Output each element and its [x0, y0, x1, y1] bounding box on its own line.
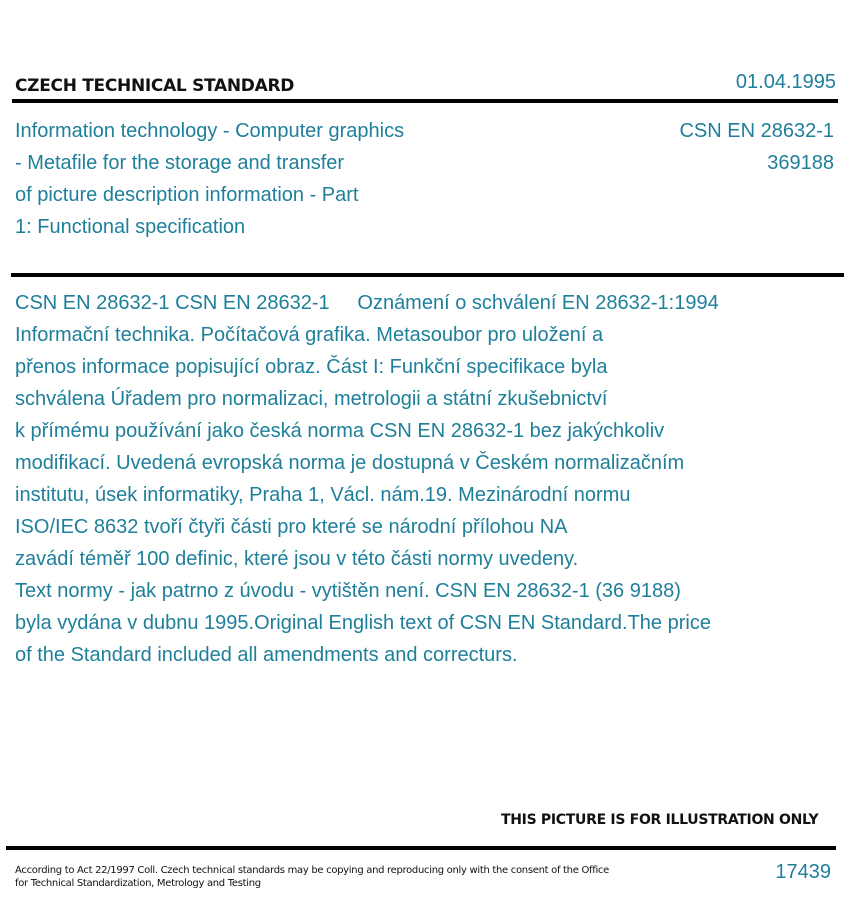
footer-divider — [6, 846, 836, 850]
body-line: byla vydána v dubnu 1995.Original English text of CSN EN Standard.The price — [15, 612, 711, 634]
document-type-label: CZECH TECHNICAL STANDARD — [15, 76, 295, 96]
title-line: - Metafile for the storage and transfer — [15, 152, 345, 174]
standard-title — [15, 115, 485, 243]
footnote-line: According to Act 22/1997 Coll. Czech technical standards may be copying and reproducing only with the consent of the Office — [15, 865, 609, 876]
publication-date: 01.04.1995 — [735, 71, 836, 93]
title-line: Information technology - Computer graphics — [15, 120, 405, 142]
body-line: schválena Úřadem pro normalizaci, metrologii a státní zkušebnictví — [15, 388, 608, 410]
approval-notice — [15, 287, 835, 671]
title-divider — [11, 273, 844, 277]
body-line: ISO/IEC 8632 tvoří čtyři části pro které se národní přílohou NA — [15, 516, 568, 538]
document-id-number: 17439 — [775, 861, 831, 883]
body-line: institutu, úsek informatiky, Praha 1, Václ. nám.19. Mezinárodní normu — [15, 484, 631, 506]
footnote-line: for Technical Standardization, Metrology and Testing — [15, 878, 261, 889]
title-line: of picture description information - Part — [15, 184, 359, 206]
body-line: zavádí téměř 100 definic, které jsou v této části normy uvedeny. — [15, 548, 579, 570]
legal-footnote — [15, 864, 609, 890]
body-line: Informační technika. Počítačová grafika. Metasoubor pro uložení a — [15, 324, 604, 346]
illustration-disclaimer: THIS PICTURE IS FOR ILLUSTRATION ONLY — [501, 812, 819, 828]
catalog-number: 369188 — [767, 152, 834, 174]
body-line: Text normy - jak patrno z úvodu - vytištěn není. CSN EN 28632-1 (36 9188) — [15, 580, 681, 602]
body-line: přenos informace popisující obraz. Část I: Funkční specifikace byla — [15, 356, 608, 378]
body-line: k přímému používání jako česká norma CSN EN 28632-1 bez jakýchkoliv — [15, 420, 665, 442]
body-line: CSN EN 28632-1 CSN EN 28632-1 Oznámení o schválení EN 28632-1:1994 — [15, 292, 719, 314]
body-line: of the Standard included all amendments and correcturs. — [15, 644, 518, 666]
header-divider — [12, 99, 838, 103]
standard-number: CSN EN 28632-1 — [679, 120, 834, 142]
standard-codes — [679, 115, 834, 179]
title-line: 1: Functional specification — [15, 216, 246, 238]
body-line: modifikací. Uvedená evropská norma je dostupná v Českém normalizačním — [15, 452, 685, 474]
